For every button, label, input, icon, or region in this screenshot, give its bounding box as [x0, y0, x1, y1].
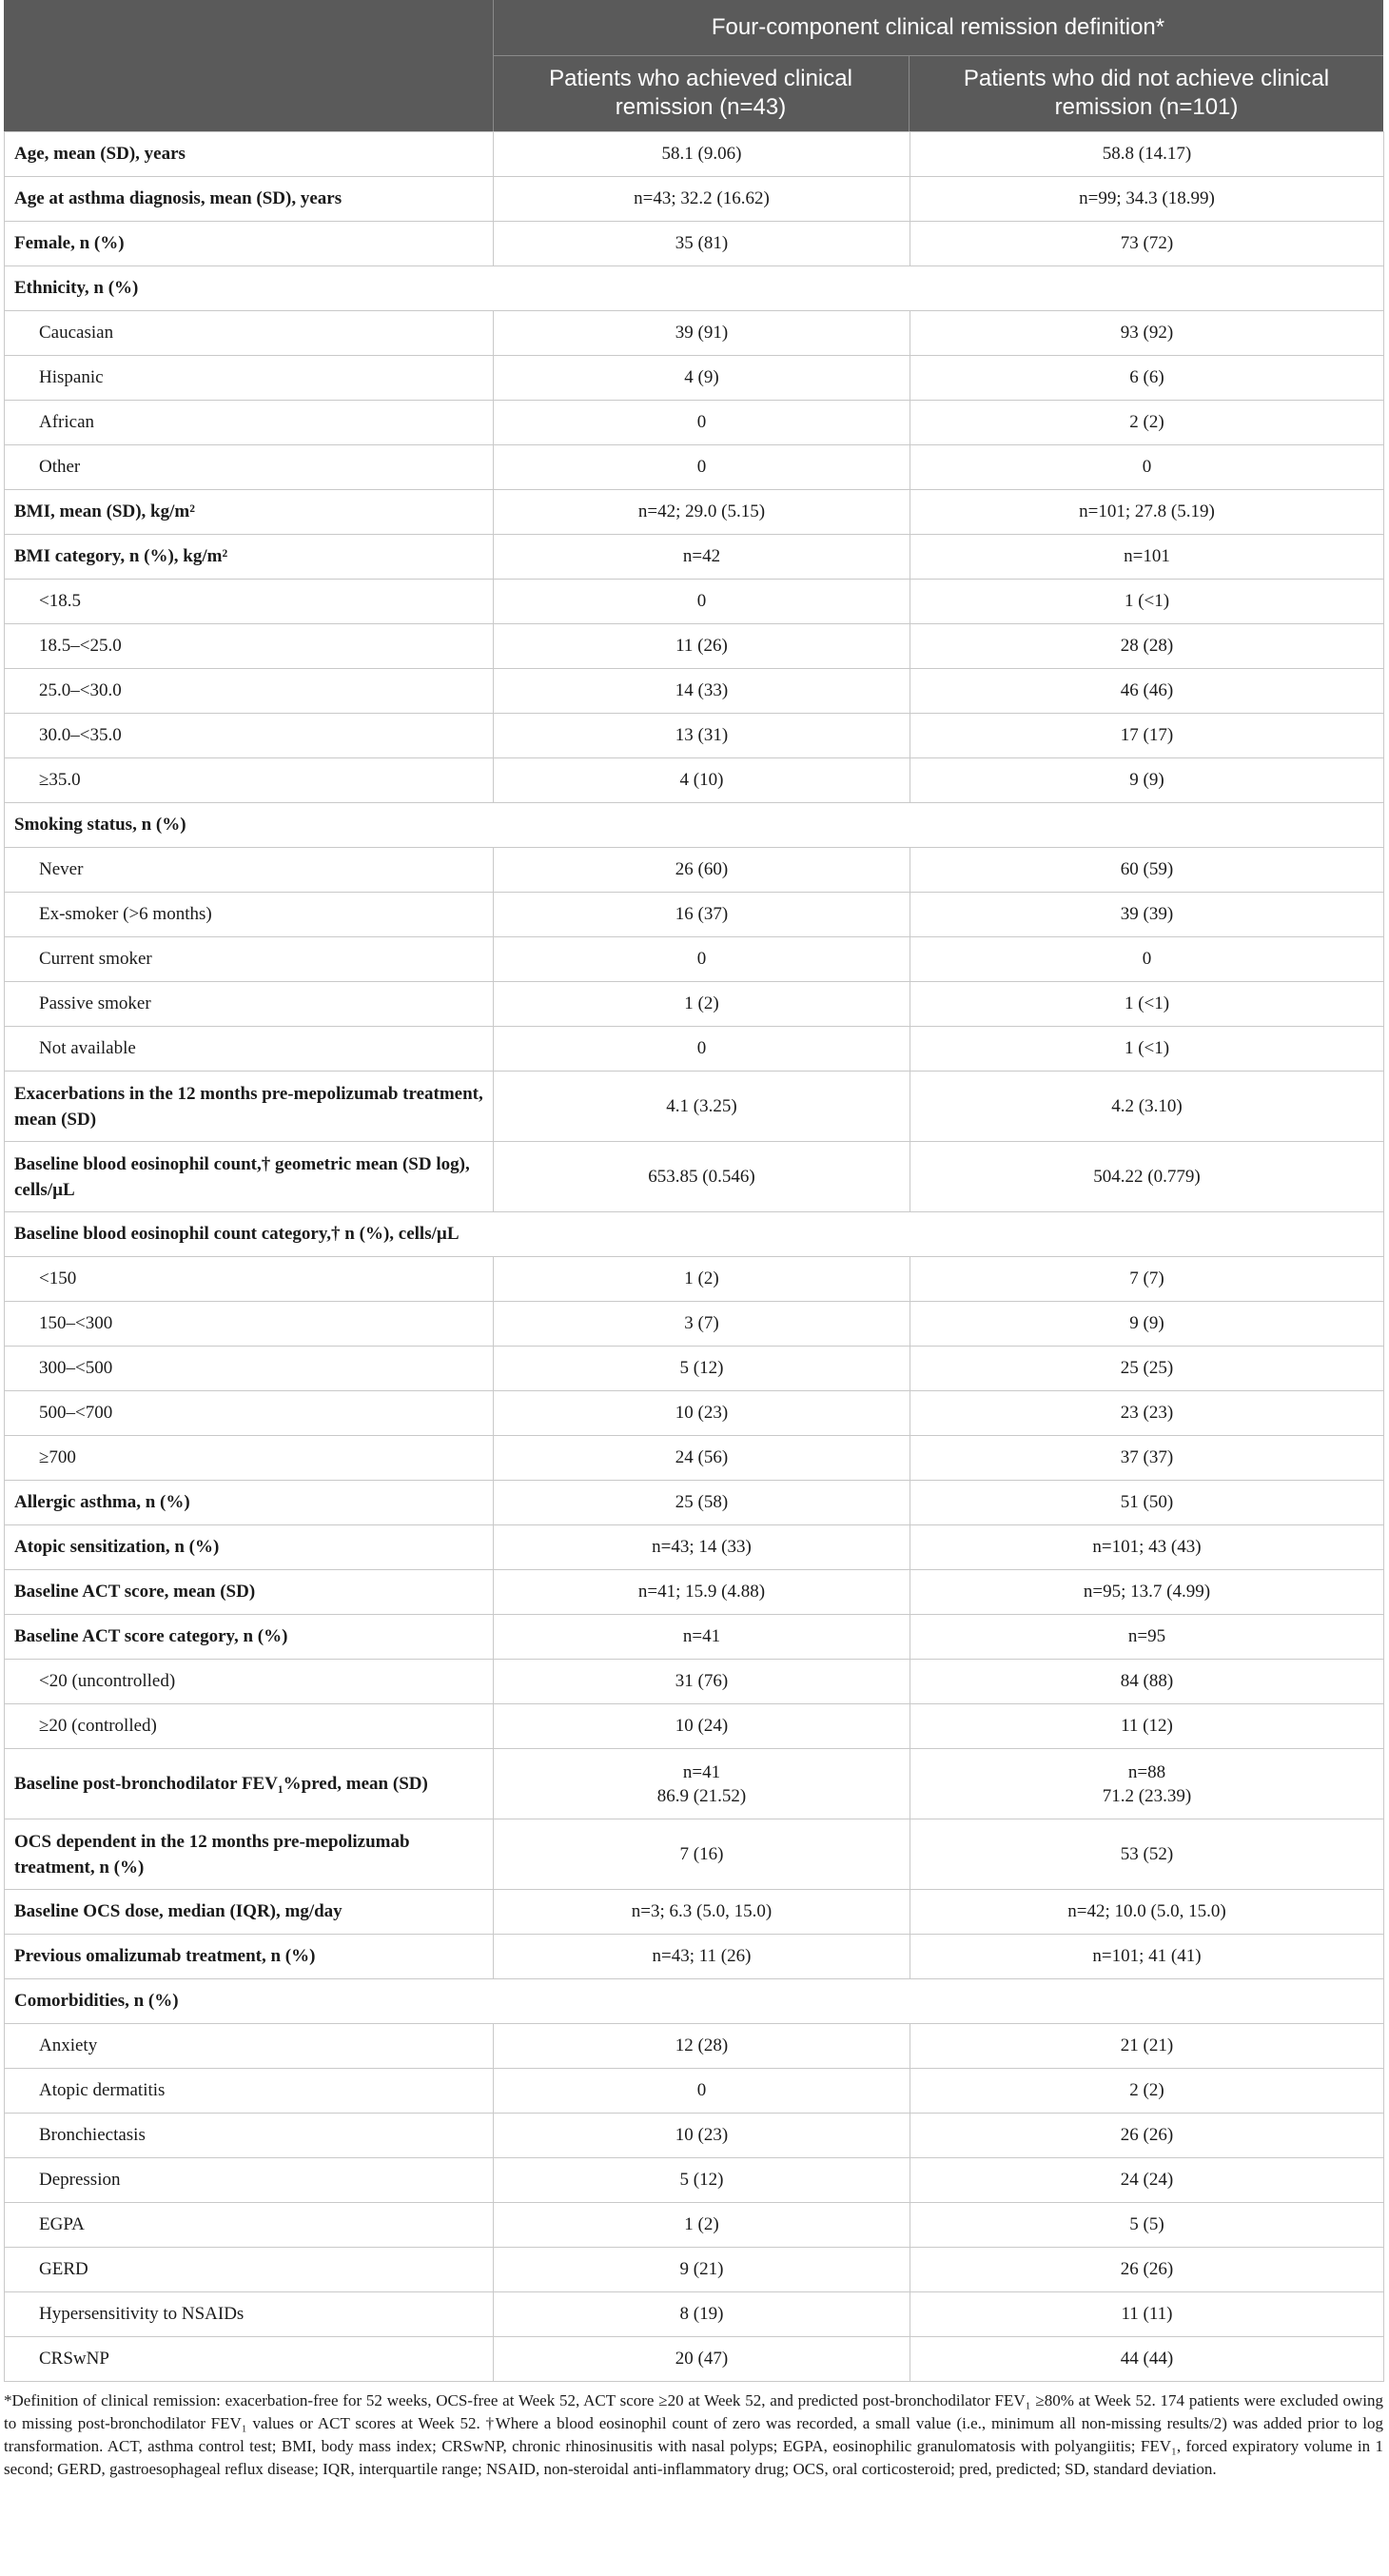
table-row — [5, 1615, 1384, 1660]
cell-no-remission: 2 (2) — [910, 401, 1384, 445]
table-row — [5, 2337, 1384, 2382]
cell-remission: 35 (81) — [494, 222, 910, 266]
header-group-title: Four-component clinical remission definition* — [493, 0, 1383, 56]
row-label: ≥35.0 — [5, 758, 494, 803]
cell-no-remission: 1 (<1) — [910, 1027, 1384, 1072]
cell-remission: 4 (9) — [494, 356, 910, 401]
table-row — [5, 1979, 1384, 2024]
row-label: 150–<300 — [5, 1302, 494, 1347]
row-label: Previous omalizumab treatment, n (%) — [5, 1935, 494, 1979]
row-label: Anxiety — [5, 2024, 494, 2069]
footnote-text: *Definition of clinical remission: exacerbation-free for 52 weeks, OCS-free at Week 52, ACT score ≥20 at Week 52, and predicted post-bronchodilator FEV₁ ≥80% at Week 52. 174 patients were excluded owing to missing post-bronchodilator FEV₁ values or ACT scores at Week 52. †Where a blood eosinophil count of zero was recorded, a small value (i.e., minimum all non-missing results/2) was added prior to log transformation. ACT, asthma control test; BMI, body mass index; CRSwNP, chronic rhinosinusitis with nasal polyps; EGPA, eosinophilic granulomatosis with polyangiitis; FEV₁, forced expiratory volume in 1 second; GERD, gastroesophageal reflux disease; IQR, interquartile range; NSAID, non-steroidal anti-inflammatory drug; OCS, oral corticosteroid; pred, predicted; SD, standard deviation. — [4, 2391, 1383, 2478]
row-label: <20 (uncontrolled) — [5, 1660, 494, 1704]
cell-remission: 0 — [494, 1027, 910, 1072]
row-label: Female, n (%) — [5, 222, 494, 266]
cell-remission: 653.85 (0.546) — [494, 1142, 910, 1212]
row-label: Baseline post-bronchodilator FEV₁%pred, mean (SD) — [5, 1749, 494, 1819]
cell-no-remission — [910, 266, 1384, 311]
row-label: Smoking status, n (%) — [5, 803, 494, 848]
row-label: Not available — [5, 1027, 494, 1072]
cell-no-remission: 46 (46) — [910, 669, 1384, 714]
row-label: Atopic dermatitis — [5, 2069, 494, 2114]
row-label: Ex-smoker (>6 months) — [5, 893, 494, 937]
cell-remission: 4 (10) — [494, 758, 910, 803]
cell-remission: 20 (47) — [494, 2337, 910, 2382]
cell-remission: 0 — [494, 937, 910, 982]
table-row — [5, 266, 1384, 311]
cell-no-remission: 11 (11) — [910, 2292, 1384, 2337]
cell-remission: 5 (12) — [494, 1347, 910, 1391]
cell-remission: 24 (56) — [494, 1436, 910, 1481]
table-row — [5, 1819, 1384, 1890]
cell-remission — [494, 1979, 910, 2024]
table-row — [5, 1570, 1384, 1615]
row-label: Allergic asthma, n (%) — [5, 1481, 494, 1525]
table-row — [5, 893, 1384, 937]
cell-no-remission: 28 (28) — [910, 624, 1384, 669]
table-row — [5, 624, 1384, 669]
table-row — [5, 714, 1384, 758]
cell-no-remission: 58.8 (14.17) — [910, 132, 1384, 177]
row-label: Baseline blood eosinophil count category,† n (%), cells/µL — [5, 1212, 494, 1257]
cell-no-remission: 17 (17) — [910, 714, 1384, 758]
cell-remission: 13 (31) — [494, 714, 910, 758]
table-row — [5, 132, 1384, 177]
table-container — [4, 0, 1383, 2481]
table-row — [5, 2158, 1384, 2203]
cell-no-remission: 26 (26) — [910, 2114, 1384, 2158]
row-label: ≥700 — [5, 1436, 494, 1481]
table-row — [5, 177, 1384, 222]
row-label: Caucasian — [5, 311, 494, 356]
cell-remission: n=43; 11 (26) — [494, 1935, 910, 1979]
cell-remission: 1 (2) — [494, 2203, 910, 2248]
cell-no-remission: 2 (2) — [910, 2069, 1384, 2114]
cell-remission: 1 (2) — [494, 982, 910, 1027]
table-header — [4, 0, 1383, 131]
table-row — [5, 1436, 1384, 1481]
cell-remission: 0 — [494, 580, 910, 624]
cell-no-remission: n=99; 34.3 (18.99) — [910, 177, 1384, 222]
header-col-no-remission: Patients who did not achieve clinical remission (n=101) — [963, 66, 1330, 120]
table-row — [5, 1072, 1384, 1142]
cell-remission: 3 (7) — [494, 1302, 910, 1347]
cell-no-remission: n=101; 43 (43) — [910, 1525, 1384, 1570]
table-row — [5, 1212, 1384, 1257]
table-row — [5, 848, 1384, 893]
row-label: Baseline blood eosinophil count,† geometric mean (SD log), cells/µL — [5, 1142, 494, 1212]
cell-remission: 10 (23) — [494, 2114, 910, 2158]
cell-remission: 14 (33) — [494, 669, 910, 714]
row-label: Age, mean (SD), years — [5, 132, 494, 177]
cell-remission: 4.1 (3.25) — [494, 1072, 910, 1142]
cell-remission: n=41 — [494, 1615, 910, 1660]
table-row — [5, 1257, 1384, 1302]
cell-remission: 31 (76) — [494, 1660, 910, 1704]
table-row — [5, 758, 1384, 803]
table-row — [5, 222, 1384, 266]
cell-remission: 16 (37) — [494, 893, 910, 937]
row-label: Current smoker — [5, 937, 494, 982]
cell-no-remission: 21 (21) — [910, 2024, 1384, 2069]
table-row — [5, 937, 1384, 982]
table-row — [5, 1525, 1384, 1570]
cell-no-remission: 11 (12) — [910, 1704, 1384, 1749]
table-row — [5, 1935, 1384, 1979]
cell-no-remission — [910, 1749, 1384, 1819]
cell-remission: 10 (24) — [494, 1704, 910, 1749]
cell-no-remission: 93 (92) — [910, 311, 1384, 356]
row-label: Passive smoker — [5, 982, 494, 1027]
cell-remission: n=43; 14 (33) — [494, 1525, 910, 1570]
cell-no-remission: 24 (24) — [910, 2158, 1384, 2203]
table-row — [5, 1749, 1384, 1819]
cell-remission: 25 (58) — [494, 1481, 910, 1525]
table-row — [5, 1481, 1384, 1525]
cell-no-remission: 73 (72) — [910, 222, 1384, 266]
cell-remission: 12 (28) — [494, 2024, 910, 2069]
cell-no-remission: 53 (52) — [910, 1819, 1384, 1890]
row-label: GERD — [5, 2248, 494, 2292]
cell-remission — [494, 266, 910, 311]
table-row — [5, 1890, 1384, 1935]
cell-no-remission: 6 (6) — [910, 356, 1384, 401]
header-spacer — [4, 0, 494, 131]
table-row — [5, 669, 1384, 714]
header-col-remission: Patients who achieved clinical remission (n=43) — [493, 55, 910, 131]
cell-no-remission: 7 (7) — [910, 1257, 1384, 1302]
row-label: 18.5–<25.0 — [5, 624, 494, 669]
table-row — [5, 1302, 1384, 1347]
cell-no-remission: 9 (9) — [910, 758, 1384, 803]
table-row — [5, 803, 1384, 848]
row-label: Never — [5, 848, 494, 893]
table-row — [5, 311, 1384, 356]
row-label: 30.0–<35.0 — [5, 714, 494, 758]
cell-n: n=41 — [682, 1761, 721, 1782]
cell-remission: n=41; 15.9 (4.88) — [494, 1570, 910, 1615]
cell-no-remission: 23 (23) — [910, 1391, 1384, 1436]
table-row — [5, 1704, 1384, 1749]
table-row — [5, 490, 1384, 535]
row-label: Depression — [5, 2158, 494, 2203]
row-label: 500–<700 — [5, 1391, 494, 1436]
row-label: ≥20 (controlled) — [5, 1704, 494, 1749]
cell-no-remission: n=95; 13.7 (4.99) — [910, 1570, 1384, 1615]
cell-no-remission: 39 (39) — [910, 893, 1384, 937]
cell-no-remission: 4.2 (3.10) — [910, 1072, 1384, 1142]
table-row — [5, 1142, 1384, 1212]
row-label: BMI, mean (SD), kg/m² — [5, 490, 494, 535]
row-label: Comorbidities, n (%) — [5, 1979, 494, 2024]
table-row — [5, 356, 1384, 401]
table-row — [5, 535, 1384, 580]
cell-no-remission: 37 (37) — [910, 1436, 1384, 1481]
row-label: Exacerbations in the 12 months pre-mepolizumab treatment, mean (SD) — [5, 1072, 494, 1142]
cell-remission: 10 (23) — [494, 1391, 910, 1436]
cell-remission: 11 (26) — [494, 624, 910, 669]
table-row — [5, 401, 1384, 445]
row-label: BMI category, n (%), kg/m² — [5, 535, 494, 580]
cell-remission: 1 (2) — [494, 1257, 910, 1302]
table-row — [5, 2114, 1384, 2158]
table-row — [5, 2248, 1384, 2292]
cell-no-remission: n=101; 41 (41) — [910, 1935, 1384, 1979]
row-label: Baseline ACT score, mean (SD) — [5, 1570, 494, 1615]
row-label: Baseline OCS dose, median (IQR), mg/day — [5, 1890, 494, 1935]
cell-remission: 0 — [494, 401, 910, 445]
cell-remission: n=3; 6.3 (5.0, 15.0) — [494, 1890, 910, 1935]
row-label: CRSwNP — [5, 2337, 494, 2382]
cell-no-remission: n=101 — [910, 535, 1384, 580]
cell-remission: 0 — [494, 2069, 910, 2114]
table-row — [5, 2292, 1384, 2337]
cell-n: n=88 — [1127, 1761, 1166, 1782]
cell-no-remission: 9 (9) — [910, 1302, 1384, 1347]
table-row — [5, 445, 1384, 490]
table-row — [5, 1660, 1384, 1704]
cell-no-remission: 44 (44) — [910, 2337, 1384, 2382]
cell-no-remission: n=101; 27.8 (5.19) — [910, 490, 1384, 535]
cell-remission: n=43; 32.2 (16.62) — [494, 177, 910, 222]
cell-no-remission: 1 (<1) — [910, 982, 1384, 1027]
row-label: 25.0–<30.0 — [5, 669, 494, 714]
table-row — [5, 2069, 1384, 2114]
cell-remission: 39 (91) — [494, 311, 910, 356]
cell-remission: 5 (12) — [494, 2158, 910, 2203]
cell-no-remission: 1 (<1) — [910, 580, 1384, 624]
row-label: 300–<500 — [5, 1347, 494, 1391]
row-label: Bronchiectasis — [5, 2114, 494, 2158]
row-label: Age at asthma diagnosis, mean (SD), years — [5, 177, 494, 222]
table-row — [5, 2024, 1384, 2069]
cell-remission: n=42 — [494, 535, 910, 580]
cell-remission: 7 (16) — [494, 1819, 910, 1890]
row-label: Other — [5, 445, 494, 490]
cell-remission — [494, 1749, 910, 1819]
cell-no-remission — [910, 803, 1384, 848]
table-row — [5, 982, 1384, 1027]
cell-no-remission: 84 (88) — [910, 1660, 1384, 1704]
cell-no-remission — [910, 1979, 1384, 2024]
cell-no-remission: 0 — [910, 937, 1384, 982]
row-label: Atopic sensitization, n (%) — [5, 1525, 494, 1570]
cell-no-remission — [910, 1212, 1384, 1257]
table-row — [5, 1391, 1384, 1436]
cell-no-remission: n=42; 10.0 (5.0, 15.0) — [910, 1890, 1384, 1935]
cell-no-remission: 25 (25) — [910, 1347, 1384, 1391]
table-row — [5, 2203, 1384, 2248]
row-label: <150 — [5, 1257, 494, 1302]
row-label: Hypersensitivity to NSAIDs — [5, 2292, 494, 2337]
cell-remission: 9 (21) — [494, 2248, 910, 2292]
cell-no-remission: 60 (59) — [910, 848, 1384, 893]
row-label: EGPA — [5, 2203, 494, 2248]
row-label: African — [5, 401, 494, 445]
table-row — [5, 1347, 1384, 1391]
cell-value: 71.2 (23.39) — [1102, 1785, 1192, 1806]
characteristics-table — [4, 131, 1384, 2382]
table-row — [5, 1027, 1384, 1072]
cell-remission — [494, 1212, 910, 1257]
cell-no-remission: 26 (26) — [910, 2248, 1384, 2292]
cell-remission: 26 (60) — [494, 848, 910, 893]
cell-no-remission: 0 — [910, 445, 1384, 490]
table-row — [5, 580, 1384, 624]
cell-remission: 0 — [494, 445, 910, 490]
cell-remission: n=42; 29.0 (5.15) — [494, 490, 910, 535]
row-label: Baseline ACT score category, n (%) — [5, 1615, 494, 1660]
table-footnote — [4, 2389, 1383, 2481]
row-label: Hispanic — [5, 356, 494, 401]
cell-remission — [494, 803, 910, 848]
row-label: Ethnicity, n (%) — [5, 266, 494, 311]
cell-no-remission: 5 (5) — [910, 2203, 1384, 2248]
row-label: OCS dependent in the 12 months pre-mepolizumab treatment, n (%) — [5, 1819, 494, 1890]
cell-no-remission: 504.22 (0.779) — [910, 1142, 1384, 1212]
cell-remission: 8 (19) — [494, 2292, 910, 2337]
cell-remission: 58.1 (9.06) — [494, 132, 910, 177]
row-label: <18.5 — [5, 580, 494, 624]
cell-value: 86.9 (21.52) — [656, 1785, 747, 1806]
cell-no-remission: n=95 — [910, 1615, 1384, 1660]
cell-no-remission: 51 (50) — [910, 1481, 1384, 1525]
